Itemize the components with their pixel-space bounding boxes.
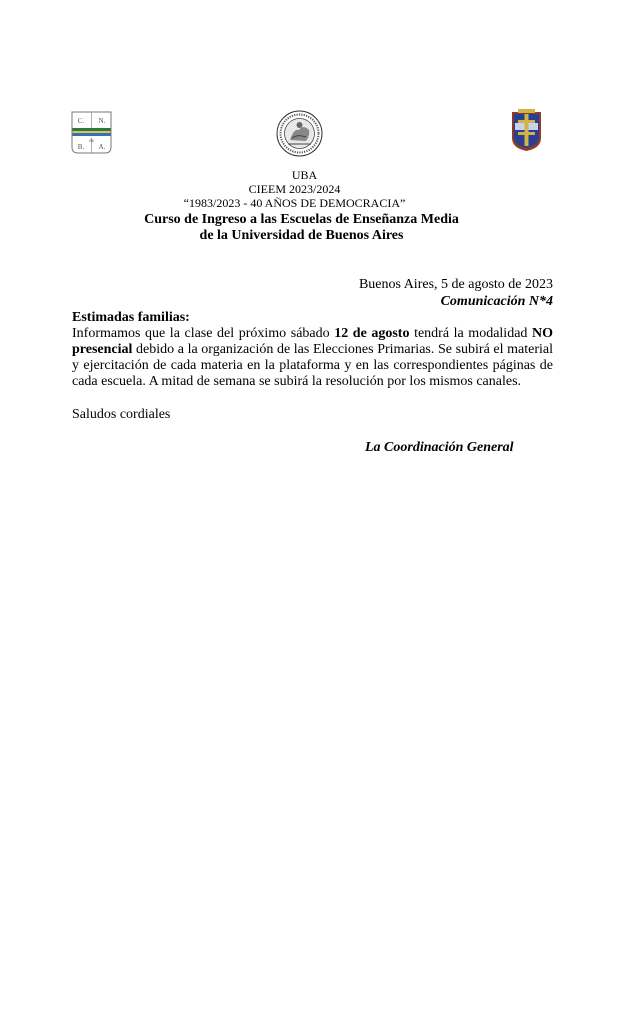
body-text-part2: tendrá la modalidad [409, 326, 532, 341]
salutation: Estimadas familias: [72, 310, 190, 325]
letter-body [72, 326, 553, 390]
course-title-line1: Curso de Ingreso a las Escuelas de Enseñanza Media [144, 212, 459, 227]
body-text-part1: Informamos que la clase del próximo sábado [72, 326, 335, 341]
program-name: CIEEM 2023/2024 [248, 182, 341, 196]
body-text-part3: debido a la organización de las Elecciones Primarias. Se subirá el material y ejercitación de cada materia en la plataforma y en las correspondientes páginas de cada escuela. A mitad de semana se subirá la resolución por los mismos canales. [72, 342, 553, 389]
signature: La Coordinación General [365, 440, 514, 455]
body-date-bold: 12 de agosto [334, 326, 410, 341]
institution-name: UBA [291, 168, 318, 182]
body-modality-bold: NO presencial [72, 326, 553, 357]
communication-number: Comunicación N*4 [440, 294, 553, 309]
svg-text:A.: A. [98, 143, 106, 151]
svg-text:C.: C. [77, 117, 85, 125]
course-title-line2: de la Universidad de Buenos Aires [199, 228, 404, 243]
closing: Saludos cordiales [72, 407, 171, 422]
uba-seal-icon [276, 110, 323, 157]
school-crest-icon [510, 108, 543, 152]
cnba-shield-icon [71, 111, 112, 154]
motto: “1983/2023 - 40 AÑOS DE DEMOCRACIA” [183, 196, 406, 210]
svg-text:B.: B. [77, 143, 85, 151]
place-date: Buenos Aires, 5 de agosto de 2023 [358, 277, 553, 292]
svg-text:de: de [89, 139, 94, 144]
svg-text:N.: N. [98, 117, 106, 125]
